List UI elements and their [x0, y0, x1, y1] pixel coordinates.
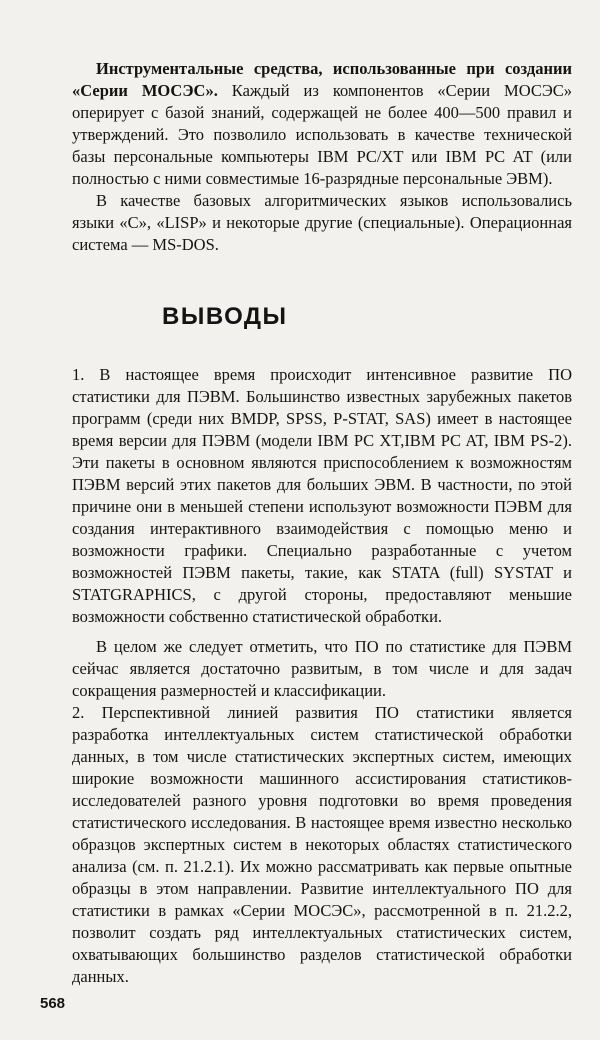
page-number: 568	[40, 995, 66, 1012]
page-body	[72, 58, 572, 988]
conclusion-item-2: 2. Перспективной линией развития ПО статистики является разработка интеллектуальных систем статистической обработки данных, в том числе статистических экспертных систем, имеющих широкие возможности машинного ассистирования статистиков-исследователей разного уровня подготовки во время проведения статистического исследования. В настоящее время известно несколько образцов экспертных систем в некоторых областях статистического анализа (см. п. 21.2.1). Их можно рассматривать как первые опытные образцы в этом направлении. Развитие интеллектуального ПО для статистики в рамках «Серии МОСЭС», рассмотренной в п. 21.2.2, позволит создать ряд интеллектуальных статистических систем, охватывающих большинство разделов статистической обработки данных.	[72, 703, 572, 986]
intro-paragraph-1	[72, 58, 572, 190]
intro-text-1: Каждый из компонентов «Серии МОСЭС» оперирует с базой знаний, содержащей не более 400—500 правил и утверждений. Это позволило использовать в качестве технической базы персональные компьютеры IBM PC/XT или IBM PC AT (или полностью с ними совместимые 16-разрядные персональные ЭВМ).	[72, 81, 572, 188]
section-heading: ВЫВОДЫ	[162, 303, 288, 330]
intro-paragraph-2: В качестве базовых алгоритмических языков использовались языки «С», «LISP» и некоторые другие (специальные). Операционная система — MS-DOS.	[72, 191, 572, 254]
conclusion-item-1-followup: В целом же следует отметить, что ПО по статистике для ПЭВМ сейчас является достаточно развитым, в том числе и для задач сокращения размерностей и классификации.	[72, 637, 572, 700]
conclusion-item-1: 1. В настоящее время происходит интенсивное развитие ПО статистики для ПЭВМ. Большинство известных зарубежных пакетов программ (среди них BMDP, SPSS, P-STAT, SAS) имеет в настоящее время версии для ПЭВМ (модели IBM PC XT,IBM PC AT, IBM PS-2). Эти пакеты в основном являются приспособлением к возможностям ПЭВМ версий этих пакетов для больших ЭВМ. В частности, по этой причине они в меньшей степени используют возможности ПЭВМ для создания интерактивного взаимодействия с помощью меню и возможности графики. Специально разработанные с учетом возможностей ПЭВМ пакеты, такие, как STATA (full) SYSTAT и STATGRAPHICS, с другой стороны, предоставляют меньшие возможности собственно статистической обработки.	[72, 365, 572, 626]
paragraph-gap	[72, 628, 572, 636]
intro-lead: Инструментальные средства, использованные при создании «Серии МОСЭС».	[72, 59, 572, 100]
